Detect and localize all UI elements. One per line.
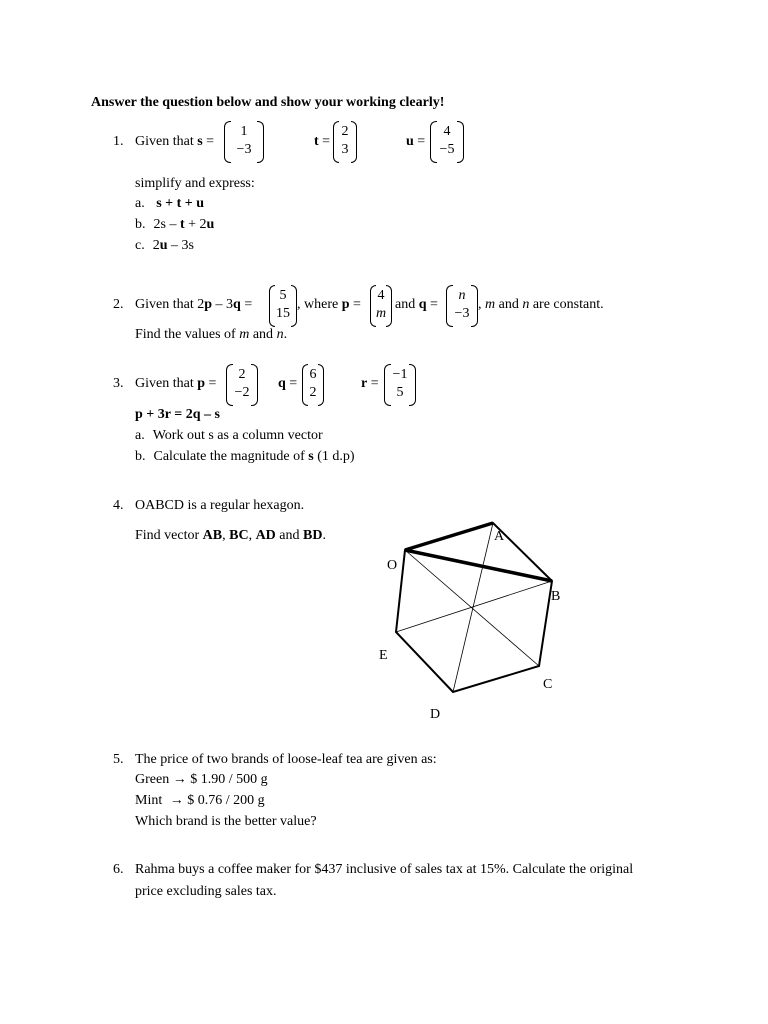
vertex-label-o: O: [387, 558, 398, 573]
q3-equation: p + 3r = 2q – s: [135, 407, 220, 422]
q2-and: and q =: [395, 297, 438, 312]
q2-where: , where p =: [297, 297, 361, 312]
vector-u: 4 −5: [430, 121, 464, 161]
q3-intro: Given that p =: [135, 376, 217, 391]
q5-green: Green → $ 1.90 / 500 g: [135, 772, 268, 787]
vector-p-q3: 2 −2: [226, 364, 258, 404]
q2-find: Find the values of m and n.: [135, 327, 288, 342]
q2-number: 2.: [113, 297, 124, 312]
vertex-label-e: E: [379, 648, 388, 663]
instruction: Answer the question below and show your working clearly!: [91, 95, 445, 110]
vector-2p-3q: 5 15: [269, 285, 297, 325]
bold-edge-o-a: [405, 523, 493, 550]
q5-number: 5.: [113, 752, 124, 767]
q1-u-label: u =: [406, 134, 426, 149]
q3-part-b: b. Calculate the magnitude of s (1 d.p): [135, 449, 355, 464]
q1-prompt: simplify and express:: [135, 176, 255, 191]
vector-s: 1 −3: [224, 121, 264, 161]
q1-part-c: c. 2u – 3s: [135, 238, 194, 253]
diagonal-b-e: [396, 581, 552, 632]
bold-line-o-b: [405, 550, 552, 581]
q6-number: 6.: [113, 862, 124, 877]
q4-number: 4.: [113, 498, 124, 513]
vector-q-q3: 6 2: [302, 364, 324, 404]
q4-find: Find vector AB, BC, AD and BD.: [135, 528, 326, 543]
q3-part-a: a. Work out s as a column vector: [135, 428, 323, 443]
vector-t: 2 3: [333, 121, 357, 161]
q4-text: OABCD is a regular hexagon.: [135, 498, 305, 513]
q3-r-label: r =: [361, 376, 379, 391]
vector-p: 4 m: [370, 285, 392, 325]
q5-question: Which brand is the better value?: [135, 814, 317, 829]
diagonal-a-d: [453, 523, 493, 692]
q2-intro: Given that 2p – 3q =: [135, 297, 253, 312]
q6-line-1: Rahma buys a coffee maker for $437 inclusive of sales tax at 15%. Calculate the original: [135, 862, 634, 877]
q1-number: 1.: [113, 134, 124, 149]
arrow-right-icon: →: [169, 793, 184, 808]
q1-t-label: t =: [314, 134, 331, 149]
q5-text: The price of two brands of loose-leaf tea are given as:: [135, 752, 437, 767]
q1-intro: Given that s =: [135, 134, 215, 149]
vector-s-name: s: [197, 134, 203, 149]
q6-line-2: price excluding sales tax.: [135, 884, 277, 899]
vector-r: −1 5: [384, 364, 416, 404]
arrow-right-icon: →: [172, 772, 187, 787]
vertex-label-c: C: [543, 677, 553, 692]
q2-tail: , m and n are constant.: [478, 297, 604, 312]
q5-mint: Mint → $ 0.76 / 200 g: [135, 793, 265, 808]
q3-q-label: q =: [278, 376, 298, 391]
diagonal-o-c: [405, 550, 539, 666]
vertex-label-a: A: [494, 529, 505, 544]
vector-q: n −3: [446, 285, 478, 325]
vertex-label-b: B: [551, 589, 561, 604]
hexagon-outline: [396, 523, 552, 692]
q3-number: 3.: [113, 376, 124, 391]
vertex-label-d: D: [430, 707, 441, 722]
q1-part-b: b. 2s – t + 2u: [135, 217, 215, 232]
hexagon-diagram: [360, 510, 600, 730]
q1-part-a: a. s + t + u: [135, 196, 205, 211]
